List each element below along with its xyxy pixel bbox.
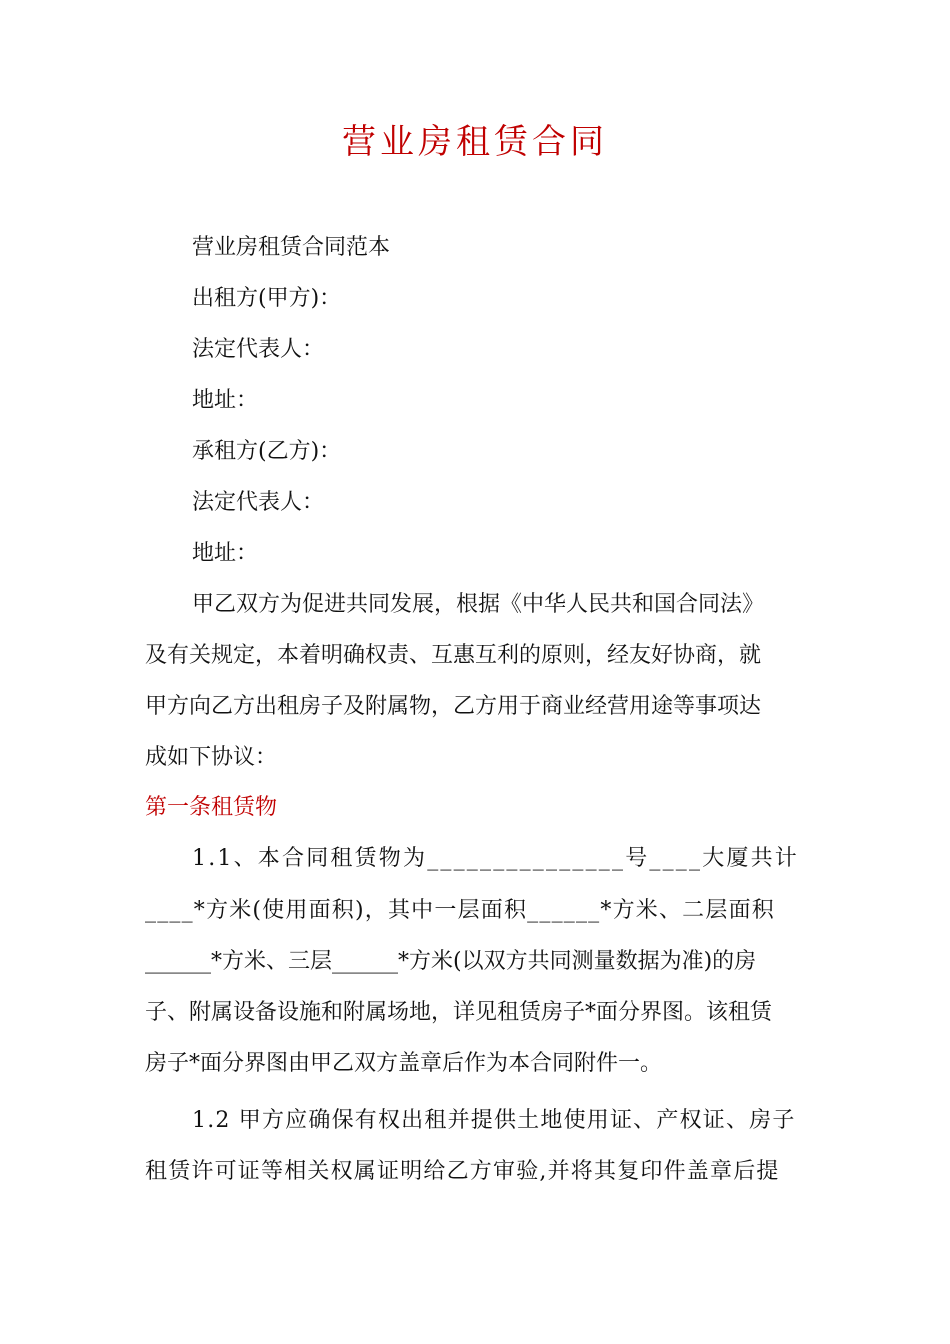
clause-1-1-line: 1.1、本合同租赁物为_______________号____大厦共计 <box>192 846 799 871</box>
document-title: 营业房租赁合同 <box>342 122 608 162</box>
section-heading: 第一条租赁物 <box>145 795 278 820</box>
contract-subtitle: 营业房租赁合同范本 <box>192 235 391 260</box>
clause-1-1-line: ______*方米、三层______*方米(以双方共同测量数据为准)的房 <box>145 949 757 974</box>
preamble-line: 及有关规定，本着明确权责、互惠互利的原则，经友好协商，就 <box>145 643 762 668</box>
clause-1-2-line: 租赁许可证等相关权属证明给乙方审验,并将其复印件盖章后提 <box>145 1159 780 1184</box>
lessee-address-label: 地址： <box>192 541 259 566</box>
lessee-label: 承租方(乙方)： <box>192 439 342 464</box>
lessor-label: 出租方(甲方)： <box>192 286 342 311</box>
clause-1-2-line: 1.2 甲方应确保有权出租并提供土地使用证、产权证、房子 <box>192 1108 796 1133</box>
clause-1-1-line: 房子*面分界图由甲乙双方盖章后作为本合同附件一。 <box>145 1051 663 1076</box>
preamble-line: 甲方向乙方出租房子及附属物，乙方用于商业经营用途等事项达 <box>145 694 762 719</box>
lessee-representative-label: 法定代表人： <box>192 490 325 515</box>
clause-1-1-line: 子、附属设备设施和附属场地，详见租赁房子*面分界图。该租赁 <box>145 1000 773 1025</box>
lessor-representative-label: 法定代表人： <box>192 337 325 362</box>
preamble-line: 成如下协议： <box>145 745 278 770</box>
lessor-address-label: 地址： <box>192 388 259 413</box>
preamble-line: 甲乙双方为促进共同发展，根据《中华人民共和国合同法》 <box>192 592 765 617</box>
clause-1-1-line: ____*方米(使用面积)，其中一层面积______*方米、二层面积 <box>145 898 775 923</box>
